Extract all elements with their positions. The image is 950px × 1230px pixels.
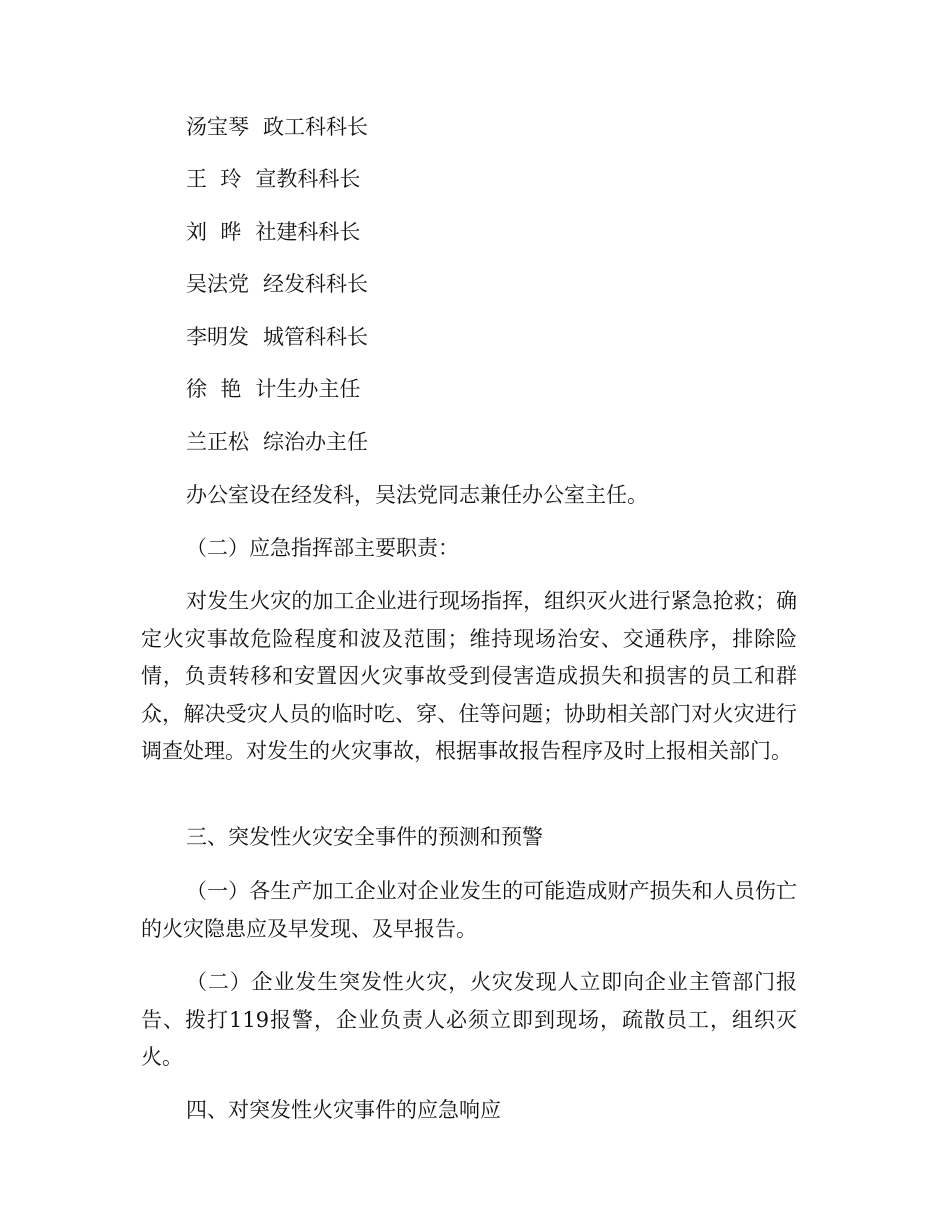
roster-title: 政工科科长 bbox=[263, 115, 368, 139]
roster-name: 兰正松 bbox=[186, 430, 249, 454]
section2-heading: （二）应急指挥部主要职责： bbox=[186, 536, 459, 560]
roster-name: 李明发 bbox=[186, 325, 249, 349]
item3-1-paragraph: （一）各生产加工企业对企业发生的可能造成财产损失和人员伤亡的火灾隐患应及早发现、及早报告。 bbox=[141, 879, 797, 941]
roster-name: 刘 晔 bbox=[186, 220, 242, 244]
roster-title: 经发科科长 bbox=[263, 272, 368, 296]
roster-name: 吴法党 bbox=[186, 272, 249, 296]
roster-title: 城管科科长 bbox=[263, 325, 368, 349]
roster-line bbox=[186, 269, 368, 299]
roster-line bbox=[186, 217, 360, 247]
roster-line bbox=[186, 374, 360, 404]
section3-heading: 三、突发性火灾安全事件的预测和预警 bbox=[186, 825, 543, 849]
roster-title: 社建科科长 bbox=[255, 220, 361, 244]
roster-line bbox=[186, 427, 368, 457]
roster-title: 宣教科科长 bbox=[255, 167, 361, 191]
roster-name: 徐 艳 bbox=[186, 377, 242, 401]
duties-paragraph: 对发生火灾的加工企业进行现场指挥，组织灭火进行紧急抢救；确定火灾事故危险程度和波及范围；维持现场治安、交通秩序，排除险情，负责转移和安置因火灾事故受到侵害造成损失和损害的员工和群众，解决受灾人员的临时吃、穿、住等问题；协助相关部门对火灾进行调查处理。对发生的火灾事故，根据事故报告程序及时上报相关部门。 bbox=[141, 589, 797, 764]
roster-name: 王 玲 bbox=[186, 167, 242, 191]
office-note: 办公室设在经发科，吴法党同志兼任办公室主任。 bbox=[186, 483, 648, 507]
roster-name: 汤宝琴 bbox=[186, 115, 249, 139]
roster-line bbox=[186, 164, 360, 194]
roster-title: 计生办主任 bbox=[255, 377, 361, 401]
roster-line bbox=[186, 112, 368, 142]
roster-line bbox=[186, 322, 368, 352]
roster-title: 综治办主任 bbox=[263, 430, 368, 454]
item3-2-paragraph: （二）企业发生突发性火灾，火灾发现人立即向企业主管部门报告、拨打119报警，企业负责人必须立即到现场，疏散员工，组织灭火。 bbox=[141, 970, 797, 1070]
section4-heading: 四、对突发性火灾事件的应急响应 bbox=[186, 1098, 501, 1122]
